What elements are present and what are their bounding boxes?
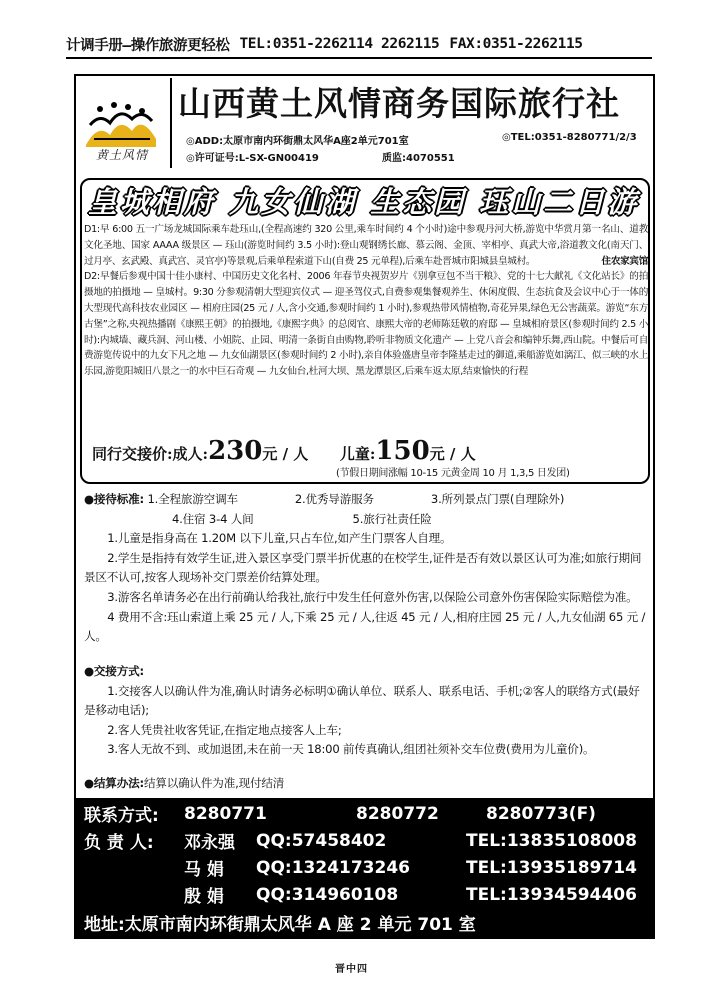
contact-phone: 8280772 [356, 803, 439, 824]
price-label: 同行交接价:成人: [92, 445, 209, 463]
company-address: ◎ADD:太原市南内环街鼎太风华A座2单元701室 [186, 136, 409, 147]
contact-address: 地址:太原市南内环街鼎太风华 A 座 2 单元 701 室 [84, 915, 476, 935]
handover-section [84, 662, 650, 760]
person-tel: TEL:13935189714 [466, 857, 637, 878]
standard-item: 5.旅行社责任险 [352, 511, 432, 526]
holiday-note: (节假日期间涨幅 10-15 元黄金周 10 月 1,3,5 日发团) [336, 468, 570, 479]
company-tel: ◎TEL:0351-8280771/2/3 [502, 132, 637, 143]
license-number: ◎许可证号:L-SX-GN00419 [186, 153, 319, 164]
person-tel: TEL:13835108008 [466, 830, 637, 851]
person-row [84, 827, 645, 854]
standard-note: 3.游客名单请务必在出行前确认给我社,旅行中发生任何意外伤害,以保险公司意外伤害保险实际赔偿为准。 [107, 589, 638, 604]
handover-note: 2.客人凭贵社收客凭证,在指定地点接客人上车; [107, 722, 342, 737]
standard-item: 4.住宿 3-4 人间 [172, 511, 254, 526]
slogan: 计调手册—操作旅游更轻松 [66, 37, 230, 54]
child-price: 150 [375, 436, 430, 466]
itinerary [84, 222, 648, 380]
standard-note: 1.儿童是指身高在 1.20M 以下儿童,只占车位,如产生门票客人自理。 [107, 531, 452, 546]
standard-item: 3.所列景点门票(自理除外) [430, 492, 565, 506]
day1-text: D1:早 6:00 五一广场龙城国际乘车赴珏山,(全程高速约 320 公里,乘车时间约 4 个小时)途中参观丹河大桥,游览中华赏月第一名山、道教文化圣地、国家 AAAA 级景区 — 珏山(游览时间约 3.5 小时):登山观钢绣长廊、慕云阁、金顶、宰相亭、真武大帝,浴道教文化(南天门、过月亭、玄武殿、真武宫、灵官亭)等景观,后乘单程索道下山(自费 25 元单程),后乘车赴晋城市阳城县皇城村。 [84, 224, 648, 267]
contact-phones [84, 800, 645, 827]
logo-divider [170, 78, 172, 168]
standard-item: 2.优秀导游服务 [294, 492, 374, 506]
quality-number: 质监:4070551 [382, 153, 455, 164]
company-name: 山西黄土风情商务国际旅行社 [178, 84, 620, 123]
standard-note: 2.学生是指持有效学生证,进入景区享受门票半折优惠的在校学生,证件是否有效以景区认可为准;如旅行期间景区不认可,按客人现场补交门票差价结算处理。 [84, 550, 642, 585]
settlement-text: 结算以确认件为准,现付结清 [143, 776, 285, 790]
standards-section [84, 490, 650, 647]
person-row [84, 854, 645, 881]
page-footer: 晋中四 [335, 964, 368, 975]
standards-title: ●接待标准: [84, 492, 144, 506]
child-price-unit: 元 / 人 [429, 445, 476, 463]
person-name: 殷 娟 [184, 887, 224, 907]
itinerary-day1 [84, 222, 648, 269]
contact-fax: 8280773(F) [486, 803, 596, 824]
handover-title: ●交接方式: [84, 664, 144, 678]
person-qq: QQ:314960108 [256, 884, 399, 905]
standard-note: 4 费用不含:珏山索道上乘 25 元 / 人,下乘 25 元 / 人,往返 45 元 / 人,相府庄园 25 元 / 人,九女仙湖 65 元 / 人。 [84, 609, 646, 644]
contact-label: 联系方式: [84, 806, 159, 826]
handover-note: 1.交接客人以确认件为准,确认时请务必标明①确认单位、联系人、联系电话、手机;②客人的联络方式(最好是移动电话); [84, 683, 640, 718]
price-line [92, 436, 652, 466]
settlement-title: ●结算办法: [84, 776, 144, 790]
person-label: 负 责 人: [84, 833, 154, 853]
contact-box [76, 798, 653, 937]
person-tel: TEL:13934594406 [466, 884, 637, 905]
person-row [84, 881, 645, 908]
settlement-section [84, 774, 650, 794]
person-qq: QQ:57458402 [256, 830, 387, 851]
adult-price-unit: 元 / 人 [262, 445, 309, 463]
top-header [66, 31, 652, 59]
logo-text: 黄土风情 [95, 148, 148, 162]
standard-item: 1.全程旅游空调车 [147, 492, 238, 506]
day1-stay: 住农家宾馆 [601, 255, 648, 267]
contact-phone: 8280771 [184, 803, 267, 824]
header-tel: TEL:0351-2262114 2262115 [239, 36, 440, 52]
handover-note: 3.客人无故不到、或加退团,未在前一天 18:00 前传真确认,组团社须补交车位费(费用为儿童价)。 [107, 742, 595, 757]
tour-title: 皇城相府 九女仙湖 生态园 珏山二日游 [88, 185, 640, 219]
adult-price: 230 [208, 436, 263, 466]
person-name: 邓永强 [184, 833, 235, 853]
itinerary-day2: D2:早餐后参观中国十佳小康村、中国历史文化名村、2006 年春节央视贺岁片《别拿豆包不当干粮》、党的十七大献礼《文化站长》的拍摄地的拍摄地 — 皇城村。9:30 分参观清朝大型迎宾仪式 — 迎圣驾仪式,自费参观集餐观养生、休闲度假、生态抗食及会议中心于一体的大型现代高科技农业园区 — 相府庄园(25 元 / 人,含小交通,参观时间约 1 小时),参观热带风情植物,奇花异果,绿色无公害蔬菜。游览“东方古堡”之称,央视热播剧《康熙王朝》的拍摄地,《康熙字典》的总阅官、康熙大帝的老师陈廷敬的府邸 — 皇城相府景区(参观时间约 2.5 小时):内城墙、藏兵洞、河山楼、小姐院、止园、明清一条街自由购物,聆听非物质文化遗产 — 上党八音会和编钟乐舞,西山院。中餐后可自费游览传说中的九女下凡之地 — 九女仙湖景区(参观时间约 2 小时),亲自体验盛唐皇帝李隆基走过的御道,乘船游览如漓江、似三峡的水上乐园,游览阳城旧八景之一的水中巨石奇观 — 九女仙台,杜河大坝、黑龙潭景区,后乘车返太原,结束愉快的行程 [84, 271, 648, 378]
header-fax: FAX:0351-2262115 [449, 36, 583, 52]
child-label: 儿童: [339, 445, 376, 463]
person-qq: QQ:1324173246 [256, 857, 410, 878]
person-name: 马 娟 [184, 860, 224, 880]
